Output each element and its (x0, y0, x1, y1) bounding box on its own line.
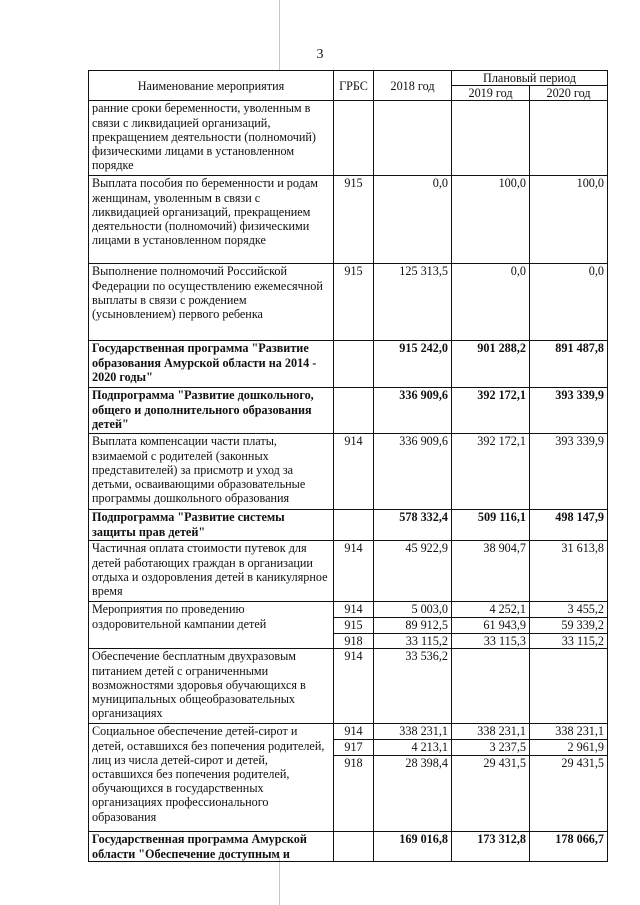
value-line: 338 231,1 (374, 724, 451, 740)
value-line: 33 115,2 (561, 633, 605, 648)
row-2020: 891 487,8 (530, 341, 608, 388)
row-name: Выполнение полномочий Российской Федерации по осуществлению ежемесячной выплаты в связи с рождением (усыновлением) первого ребенка (89, 264, 334, 341)
row-2019 (452, 602, 530, 649)
row-2020: 393 339,9 (530, 434, 608, 510)
row-2020 (530, 724, 608, 832)
value-line: 28 398,4 (405, 755, 448, 770)
row-name: Выплата компенсации части платы, взимаемой с родителей (законных представителей) за присмотр и уход за детьми, осваивающими образовательные программы дошкольного образования (89, 434, 334, 510)
row-name: Частичная оплата стоимости путевок для детей работающих граждан в организации отдыха и оздоровления детей в каникулярное время (89, 541, 334, 602)
value-line: 5 003,0 (374, 602, 451, 618)
row-name: Социальное обеспечение детей-сирот и детей, оставшихся без попечения родителей, лиц из числа детей-сирот и детей, оставшихся без попечения родителей, обучающихся в государственных организациях профессионального образования (89, 724, 334, 832)
value-line: 4 252,1 (452, 602, 529, 618)
value-line: 4 213,1 (374, 740, 451, 756)
value-line: 59 339,2 (530, 618, 607, 634)
row-grbs: 915 (334, 264, 374, 341)
row-2018 (374, 602, 452, 649)
row-2019: 0,0 (452, 264, 530, 341)
grbs-line: 917 (334, 740, 373, 756)
row-2018 (374, 101, 452, 176)
row-name: Мероприятия по проведению оздоровительной кампании детей (89, 602, 334, 649)
row-name: Государственная программа Амурской области "Обеспечение доступным и (89, 832, 334, 861)
grbs-line: 914 (334, 724, 373, 740)
table-row (89, 176, 608, 264)
row-2019: 173 312,8 (452, 832, 530, 861)
header-grbs: ГРБС (334, 71, 374, 101)
row-2019: 509 116,1 (452, 510, 530, 541)
row-2018: 336 909,6 (374, 434, 452, 510)
row-name: Подпрограмма "Развитие дошкольного, общего и дополнительного образования детей" (89, 388, 334, 434)
row-2018: 125 313,5 (374, 264, 452, 341)
row-2019 (452, 649, 530, 724)
row-2019 (452, 101, 530, 176)
value-line: 2 961,9 (530, 740, 607, 756)
row-grbs: 914 (334, 434, 374, 510)
row-grbs: 914 (334, 649, 374, 724)
grbs-line: 914 (334, 602, 373, 618)
budget-table (88, 70, 608, 862)
row-2018: 336 909,6 (374, 388, 452, 434)
row-2019: 392 172,1 (452, 434, 530, 510)
value-line: 29 431,5 (561, 755, 605, 770)
fold-line-bottom (279, 856, 280, 905)
table-row (89, 541, 608, 602)
row-2020: 31 613,8 (530, 541, 608, 602)
row-grbs (334, 388, 374, 434)
value-line: 3 237,5 (452, 740, 529, 756)
row-name: ранние сроки беременности, уволенным в связи с ликвидацией организаций, прекращением деятельности (полномочий) физическими лицами в установленном порядке (89, 101, 334, 176)
table-row (89, 101, 608, 176)
value-line: 33 115,3 (483, 633, 526, 648)
row-grbs: 915 (334, 176, 374, 264)
header-2018: 2018 год (374, 71, 452, 101)
row-name: Обеспечение бесплатным двухразовым питанием детей с ограниченными возможностями здоровья обучающихся в муниципальных общеобразовательных организациях (89, 649, 334, 724)
table-row (89, 602, 608, 649)
header-2019: 2019 год (452, 86, 530, 101)
table-row (89, 724, 608, 832)
row-2018: 33 536,2 (374, 649, 452, 724)
header-name: Наименование мероприятия (89, 71, 334, 101)
row-2020: 178 066,7 (530, 832, 608, 861)
row-2018: 169 016,8 (374, 832, 452, 861)
row-2019: 901 288,2 (452, 341, 530, 388)
grbs-line: 915 (334, 618, 373, 634)
row-grbs: 914 (334, 541, 374, 602)
row-2020 (530, 602, 608, 649)
row-2019: 100,0 (452, 176, 530, 264)
row-name: Подпрограмма "Развитие системы защиты прав детей" (89, 510, 334, 541)
header-plan-period: Плановый период (452, 71, 608, 86)
row-2018: 45 922,9 (374, 541, 452, 602)
row-name: Выплата пособия по беременности и родам женщинам, уволенным в связи с ликвидацией организаций, прекращением деятельности (полномочий) физическими лицами в установленном порядке (89, 176, 334, 264)
row-2018 (374, 724, 452, 832)
row-grbs (334, 832, 374, 861)
grbs-line: 918 (344, 755, 363, 770)
table-row (89, 649, 608, 724)
row-name: Государственная программа "Развитие образования Амурской области на 2014 - 2020 годы" (89, 341, 334, 388)
row-grbs (334, 101, 374, 176)
row-2018: 0,0 (374, 176, 452, 264)
value-line: 3 455,2 (530, 602, 607, 618)
row-2020 (530, 649, 608, 724)
value-line: 89 912,5 (374, 618, 451, 634)
header-2020: 2020 год (530, 86, 608, 101)
row-2020: 498 147,9 (530, 510, 608, 541)
header-row (89, 71, 608, 86)
row-2019: 392 172,1 (452, 388, 530, 434)
table-row-program (89, 341, 608, 388)
table-row-subprogram (89, 510, 608, 541)
value-line: 33 115,2 (405, 633, 448, 648)
row-2020 (530, 101, 608, 176)
table-row-program (89, 832, 608, 861)
value-line: 29 431,5 (483, 755, 526, 770)
value-line: 338 231,1 (452, 724, 529, 740)
row-grbs (334, 341, 374, 388)
row-2020: 100,0 (530, 176, 608, 264)
row-grbs (334, 510, 374, 541)
row-2020: 0,0 (530, 264, 608, 341)
row-grbs (334, 724, 374, 832)
row-2018: 578 332,4 (374, 510, 452, 541)
row-2020: 393 339,9 (530, 388, 608, 434)
value-line: 61 943,9 (452, 618, 529, 634)
grbs-line: 918 (344, 633, 363, 648)
table-row (89, 264, 608, 341)
row-2018: 915 242,0 (374, 341, 452, 388)
table-row (89, 434, 608, 510)
value-line: 338 231,1 (530, 724, 607, 740)
row-grbs (334, 602, 374, 649)
page-number: 3 (316, 47, 324, 62)
table-row-subprogram (89, 388, 608, 434)
row-2019: 38 904,7 (452, 541, 530, 602)
row-2019 (452, 724, 530, 832)
